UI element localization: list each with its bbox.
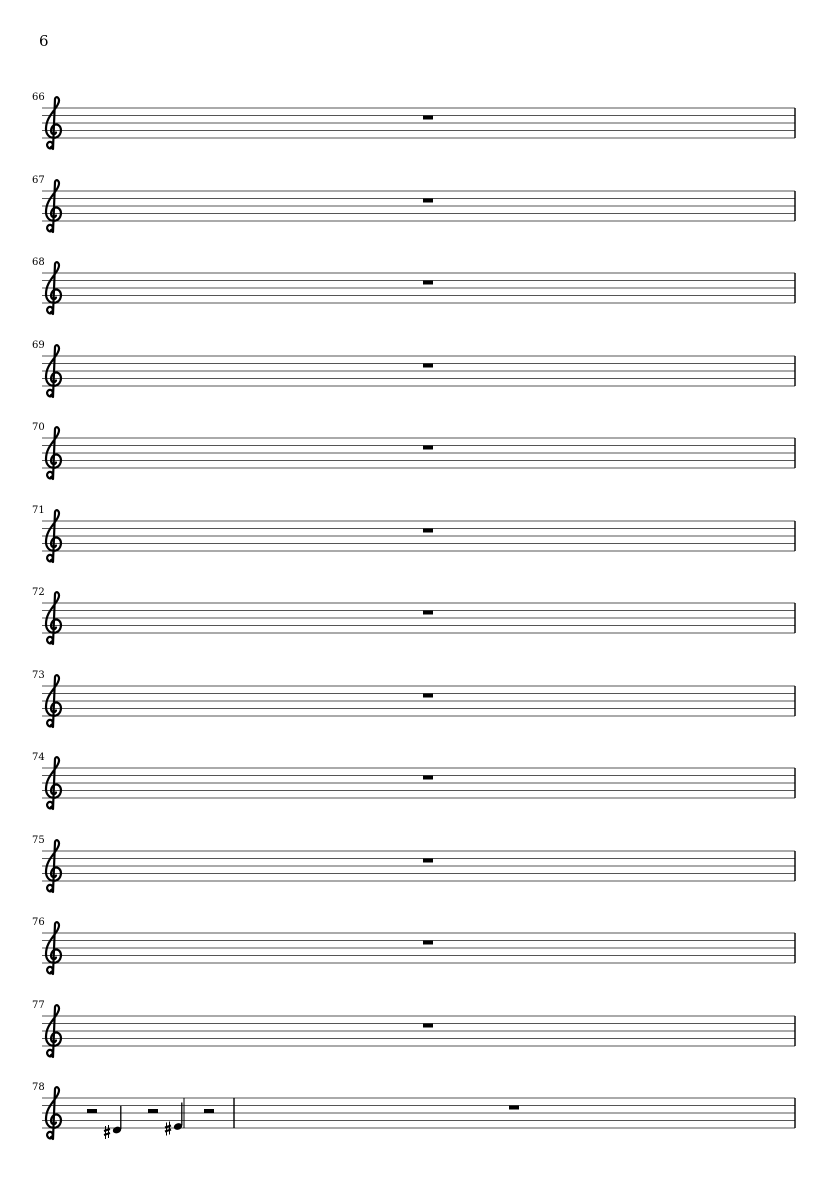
staff-system <box>0 92 835 165</box>
staff <box>0 838 835 908</box>
whole-measure-rest <box>423 776 433 780</box>
staff <box>0 508 835 578</box>
measure-number: 70 <box>32 422 45 433</box>
staff <box>0 1003 835 1073</box>
whole-measure-rest <box>423 858 433 862</box>
measure-number: 73 <box>32 669 45 681</box>
sharp-icon <box>165 1122 171 1136</box>
staff-system <box>0 587 835 660</box>
staff <box>0 260 835 330</box>
measure-number: 77 <box>32 999 45 1011</box>
sharp-icon <box>104 1125 110 1139</box>
staff-system <box>0 1082 835 1155</box>
staff-system <box>0 504 835 578</box>
staff-system <box>0 339 835 413</box>
staff <box>0 755 835 825</box>
staff <box>0 1085 835 1155</box>
half-rest <box>204 1109 214 1113</box>
whole-measure-rest <box>423 1023 433 1027</box>
staff-system <box>0 917 835 990</box>
whole-measure-rest <box>423 281 433 285</box>
whole-measure-rest <box>423 693 433 697</box>
staff-system <box>0 669 835 743</box>
measure-number: 75 <box>32 834 45 846</box>
measure-number: 76 <box>32 917 45 928</box>
staff <box>0 590 835 660</box>
staff <box>0 95 835 165</box>
staff-system <box>0 422 835 495</box>
measure-number: 67 <box>32 174 45 186</box>
whole-measure-rest <box>423 198 433 202</box>
staff-system <box>0 834 835 908</box>
half-rest <box>87 1109 97 1113</box>
staff-system <box>0 257 835 330</box>
half-rest <box>148 1109 158 1113</box>
measure-number: 66 <box>32 92 45 103</box>
staff <box>0 178 835 248</box>
measure-number: 68 <box>32 257 45 268</box>
whole-measure-rest <box>423 611 433 615</box>
measure-number: 74 <box>32 752 45 763</box>
page-number: 6 <box>39 32 49 50</box>
staff-system <box>0 999 835 1073</box>
staff <box>0 920 835 990</box>
whole-measure-rest <box>423 116 433 120</box>
staff-system <box>0 752 835 825</box>
measure-number: 71 <box>32 504 45 516</box>
whole-measure-rest <box>509 1106 519 1110</box>
measure-number: 72 <box>32 587 45 598</box>
staff <box>0 425 835 495</box>
whole-measure-rest <box>423 363 433 367</box>
measure-number: 69 <box>32 339 45 351</box>
staff <box>0 673 835 743</box>
staff <box>0 343 835 413</box>
whole-measure-rest <box>423 941 433 945</box>
staff-system <box>0 174 835 248</box>
quarter-note <box>173 1103 183 1131</box>
measure-number: 78 <box>32 1082 45 1093</box>
whole-measure-rest <box>423 528 433 532</box>
whole-measure-rest <box>423 446 433 450</box>
